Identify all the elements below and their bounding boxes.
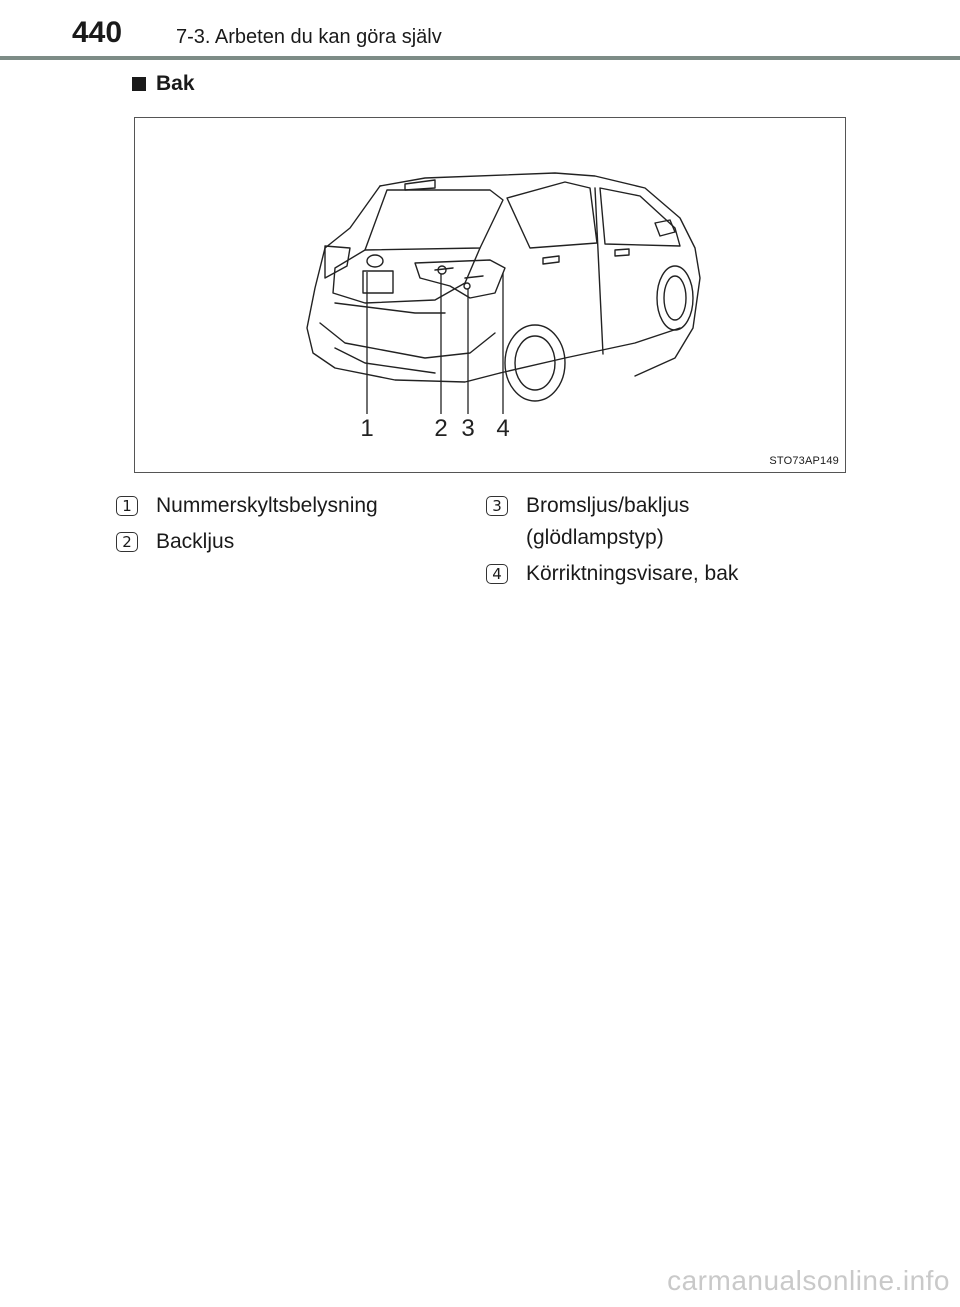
legend-item-1 — [116, 490, 378, 522]
legend-item-2 — [116, 526, 234, 558]
header-rule — [0, 56, 960, 60]
callout-3: 3 — [461, 415, 475, 442]
legend-number-badge: 4 — [486, 564, 508, 584]
legend-number-badge: 2 — [116, 532, 138, 552]
car-rear-drawing — [135, 118, 847, 474]
callout-2: 2 — [434, 415, 448, 442]
legend-text: Körriktningsvisare, bak — [526, 562, 739, 585]
legend-text: Backljus — [156, 530, 235, 553]
legend-number-badge: 1 — [116, 496, 138, 516]
legend-item-3 — [486, 490, 746, 554]
legend-item-4 — [486, 558, 738, 590]
legend-text: Bromsljus/bakljus (glödlampstyp) — [526, 494, 690, 549]
chapter-title: 7-3. Arbeten du kan göra själv — [176, 26, 442, 48]
section-title: Bak — [156, 72, 195, 95]
watermark: carmanualsonline.info — [667, 1265, 950, 1296]
legend-number-badge: 3 — [486, 496, 508, 516]
figure-code: STO73AP149 — [769, 455, 839, 467]
car-rear-illustration — [134, 117, 846, 473]
page-number: 440 — [72, 16, 123, 49]
section-heading — [132, 72, 195, 96]
square-bullet-icon — [132, 77, 146, 91]
callout-1: 1 — [360, 415, 374, 442]
legend-text: Nummerskyltsbelysning — [156, 494, 378, 517]
callout-4: 4 — [496, 415, 510, 442]
